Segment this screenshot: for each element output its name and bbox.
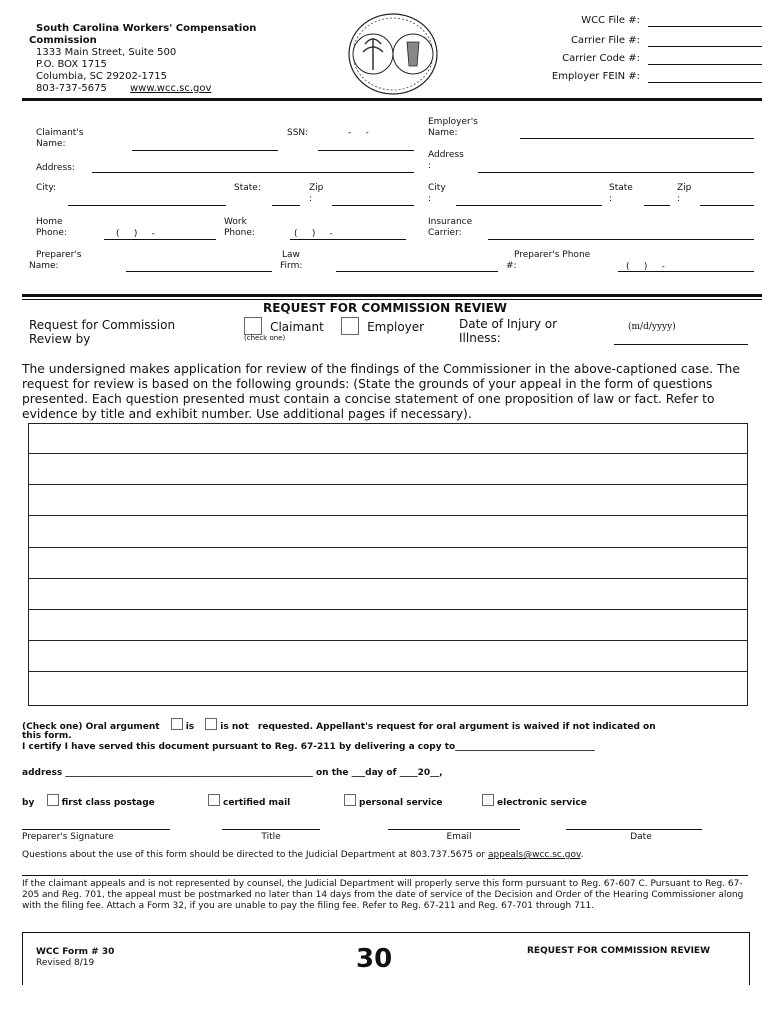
org-address3: Columbia, SC 29202-1715 bbox=[36, 71, 167, 82]
law-firm-label bbox=[282, 250, 302, 272]
employer-option[interactable] bbox=[341, 316, 424, 335]
instructions: The undersigned makes application for review of the findings of the Commissioner in the above-captioned case. The request for review is based on the following grounds: (State the grounds of your appeal in the form of questions presented. Each question presented must contain a concise statement of one proposition of law or fact. Refer to evidence by title and exhibit number. Use additional pages if necessary). bbox=[22, 362, 740, 421]
carrier-code-field[interactable] bbox=[648, 64, 762, 65]
ssn-label: SSN: bbox=[287, 128, 309, 138]
employer-zip-label-2: : bbox=[677, 194, 681, 204]
employer-state-label bbox=[609, 183, 633, 205]
oral-argument-row bbox=[22, 718, 752, 733]
preparer-name-field[interactable] bbox=[126, 271, 272, 272]
date-label: Date bbox=[630, 832, 652, 842]
preparer-phone-label-2: #: bbox=[506, 261, 517, 271]
grounds-line[interactable] bbox=[29, 485, 747, 516]
org-name-line2: Commission bbox=[29, 35, 97, 46]
oral-check-one: (Check one) Oral argument bbox=[22, 722, 160, 732]
questions-end: . bbox=[580, 850, 584, 860]
zip-label bbox=[309, 183, 323, 205]
doi-label-1: Date of Injury or bbox=[459, 317, 558, 331]
service-by-label: by bbox=[22, 798, 35, 808]
employer-city-label-1: City bbox=[428, 183, 446, 193]
signature-field[interactable] bbox=[22, 829, 170, 830]
claimant-name-label bbox=[36, 128, 83, 150]
preparer-phone-field[interactable] bbox=[618, 271, 754, 272]
employer-checkbox[interactable] bbox=[341, 317, 359, 335]
form-footer-title: REQUEST FOR COMMISSION REVIEW bbox=[527, 946, 711, 956]
preparer-name-label-2: Name: bbox=[29, 261, 59, 271]
employer-zip-label-1: Zip bbox=[677, 183, 692, 193]
preparer-phone-label bbox=[506, 250, 591, 272]
preparer-name-label bbox=[29, 250, 82, 272]
state-seal bbox=[347, 12, 439, 96]
employer-name-field[interactable] bbox=[520, 138, 754, 139]
doi-label bbox=[459, 317, 557, 345]
certified-checkbox[interactable] bbox=[208, 794, 220, 806]
insurance-field[interactable] bbox=[488, 239, 754, 240]
certified-label: certified mail bbox=[223, 798, 291, 808]
carrier-file-label: Carrier File #: bbox=[570, 35, 640, 46]
address-field[interactable] bbox=[92, 172, 414, 173]
city-label: City: bbox=[36, 183, 57, 193]
state-field[interactable] bbox=[272, 205, 300, 206]
employer-city-label bbox=[428, 183, 446, 205]
grounds-line[interactable] bbox=[29, 548, 747, 579]
oral-is-not-checkbox[interactable] bbox=[205, 718, 217, 730]
form-big-number: 30 bbox=[356, 944, 393, 974]
claimant-option-label: Claimant bbox=[270, 320, 324, 334]
electronic-option bbox=[482, 794, 587, 809]
title-field[interactable] bbox=[222, 829, 320, 830]
questions-main: Questions about the use of this form should be directed to the Judicial Department at 803.737.5675 or bbox=[22, 850, 486, 860]
employer-address-label-2: : bbox=[428, 161, 432, 171]
address-served-line[interactable]: address _______________________________________________________ on the ___day of ____20__, bbox=[22, 768, 443, 778]
carrier-file-field[interactable] bbox=[648, 46, 762, 47]
first-class-checkbox[interactable] bbox=[47, 794, 59, 806]
employer-name-label-2: Name: bbox=[428, 128, 458, 138]
check-one-hint: (check one) bbox=[244, 334, 286, 342]
title-label: Title bbox=[261, 832, 281, 842]
preparer-signature-label: Preparer's Signature bbox=[22, 832, 114, 842]
org-phone: 803-737-5675 bbox=[36, 83, 107, 94]
oral-is-not-label: is not bbox=[220, 722, 249, 732]
email-field[interactable] bbox=[388, 829, 520, 830]
employer-state-label-1: State bbox=[609, 183, 633, 193]
state-label: State: bbox=[234, 183, 261, 193]
first-class-label: first class postage bbox=[61, 798, 155, 808]
employer-city-label-2: : bbox=[428, 194, 432, 204]
doi-label-2: Illness: bbox=[459, 331, 501, 345]
employer-fein-label: Employer FEIN #: bbox=[551, 71, 640, 82]
grounds-line[interactable] bbox=[29, 579, 747, 610]
electronic-checkbox[interactable] bbox=[482, 794, 494, 806]
employer-zip-label bbox=[677, 183, 691, 205]
questions-text bbox=[22, 850, 752, 861]
grounds-line[interactable] bbox=[29, 423, 747, 454]
zip-label-1: Zip bbox=[309, 183, 324, 193]
insurance-label bbox=[428, 217, 472, 239]
employer-name-label bbox=[428, 117, 478, 139]
request-by-label bbox=[29, 318, 175, 346]
oral-requested: requested. Appellant's request for oral argument is waived if not indicated on bbox=[257, 722, 656, 732]
claimant-name-label-2: Name: bbox=[36, 139, 66, 149]
employer-state-label-2: : bbox=[609, 194, 613, 204]
insurance-label-2: Carrier: bbox=[428, 228, 462, 238]
oral-is-checkbox[interactable] bbox=[171, 718, 183, 730]
employer-zip-field[interactable] bbox=[700, 205, 754, 206]
law-firm-label-2: Firm: bbox=[280, 261, 303, 271]
personal-label: personal service bbox=[359, 798, 443, 808]
ssn-dashes: - - bbox=[348, 128, 369, 138]
work-phone-label bbox=[224, 217, 255, 239]
oral-is-label: is bbox=[185, 722, 195, 732]
home-phone-label bbox=[36, 217, 67, 239]
oral-this-form: this form. bbox=[22, 731, 72, 741]
grounds-line[interactable] bbox=[29, 610, 747, 641]
claimant-checkbox[interactable] bbox=[244, 317, 262, 335]
request-by-label-1: Request for Commission bbox=[29, 318, 176, 332]
preparer-phone-label-1: Preparer's Phone bbox=[514, 250, 591, 260]
employer-address-label-1: Address bbox=[428, 150, 464, 160]
home-phone-field[interactable] bbox=[104, 239, 216, 240]
home-phone-label-1: Home bbox=[36, 217, 63, 227]
grounds-line[interactable] bbox=[29, 641, 747, 672]
footer-rule bbox=[22, 875, 748, 876]
grounds-line[interactable] bbox=[29, 517, 747, 548]
employer-name-label-1: Employer's bbox=[428, 117, 478, 127]
doi-field[interactable] bbox=[614, 344, 748, 345]
appeals-email-link[interactable]: appeals@wcc.sc.gov bbox=[487, 850, 581, 860]
wcc-file-field[interactable] bbox=[648, 26, 762, 27]
preparer-name-label-1: Preparer's bbox=[36, 250, 82, 260]
law-firm-field[interactable] bbox=[336, 271, 498, 272]
section-rule bbox=[22, 294, 762, 297]
form-revised: Revised 8/19 bbox=[36, 958, 95, 968]
certify-line[interactable]: I certify I have served this document pursuant to Reg. 67-211 by delivering a copy to_______________________________ bbox=[22, 742, 595, 752]
zip-label-2: : bbox=[309, 194, 313, 204]
grounds-line[interactable] bbox=[29, 454, 747, 485]
work-phone-label-2: Phone: bbox=[224, 228, 255, 238]
zip-field[interactable] bbox=[332, 205, 414, 206]
personal-option bbox=[344, 794, 443, 809]
org-address1: 1333 Main Street, Suite 500 bbox=[36, 47, 177, 58]
carrier-code-label: Carrier Code #: bbox=[562, 53, 640, 64]
insurance-label-1: Insurance bbox=[428, 217, 473, 227]
employer-address-field[interactable] bbox=[478, 172, 754, 173]
email-label: Email bbox=[446, 832, 472, 842]
website-link[interactable]: www.wcc.sc.gov bbox=[130, 83, 212, 94]
date-hint: (m/d/yyyy) bbox=[628, 322, 676, 332]
work-phone-field[interactable] bbox=[290, 239, 406, 240]
org-name-2 bbox=[29, 35, 97, 47]
wcc-file-label: WCC File #: bbox=[581, 15, 640, 26]
org-address2: P.O. BOX 1715 bbox=[36, 59, 107, 70]
form-number: WCC Form # 30 bbox=[36, 947, 115, 957]
home-phone-label-2: Phone: bbox=[36, 228, 67, 238]
employer-city-field[interactable] bbox=[456, 205, 602, 206]
header-rule bbox=[22, 98, 762, 101]
law-firm-label-1: Law bbox=[282, 250, 300, 260]
ssn-field[interactable] bbox=[318, 150, 414, 151]
section-title: REQUEST FOR COMMISSION REVIEW bbox=[262, 301, 507, 315]
home-phone-mask: ( ) - bbox=[116, 229, 155, 239]
section-rule-thin bbox=[22, 299, 762, 300]
request-by-label-2: Review by bbox=[29, 332, 91, 346]
org-name bbox=[36, 23, 276, 35]
employer-address-label bbox=[428, 150, 464, 172]
work-phone-mask: ( ) - bbox=[294, 229, 333, 239]
employer-state-field[interactable] bbox=[644, 205, 670, 206]
electronic-label: electronic service bbox=[497, 798, 587, 808]
address-label: Address: bbox=[36, 163, 75, 173]
claimant-name-label-1: Claimant's bbox=[36, 128, 84, 138]
work-phone-label-1: Work bbox=[224, 217, 247, 227]
city-field[interactable] bbox=[68, 205, 226, 206]
preparer-phone-mask: ( ) - bbox=[626, 262, 665, 272]
personal-checkbox[interactable] bbox=[344, 794, 356, 806]
certified-option bbox=[208, 794, 290, 809]
date-field[interactable] bbox=[566, 829, 702, 830]
employer-option-label: Employer bbox=[367, 320, 425, 334]
footer-note: If the claimant appeals and is not represented by counsel, the Judicial Department will properly serve this form pursuant to Reg. 67-607 C. Pursuant to Reg. 67-205 and Reg. 701, the appeal must be postmarked no later than 14 days from the date of service of the Decision and Order of the Hearing Commissioner along with the filing fee. Attach a Form 32, if you are unable to pay the filing fee. Refer to Reg. 67-211 and Reg. 67-701 through 711. bbox=[22, 879, 744, 911]
claimant-option[interactable] bbox=[244, 316, 324, 335]
employer-fein-field[interactable] bbox=[648, 82, 762, 83]
claimant-name-field[interactable] bbox=[132, 150, 278, 151]
org-name-line1: South Carolina Workers' Compensation bbox=[36, 23, 257, 34]
